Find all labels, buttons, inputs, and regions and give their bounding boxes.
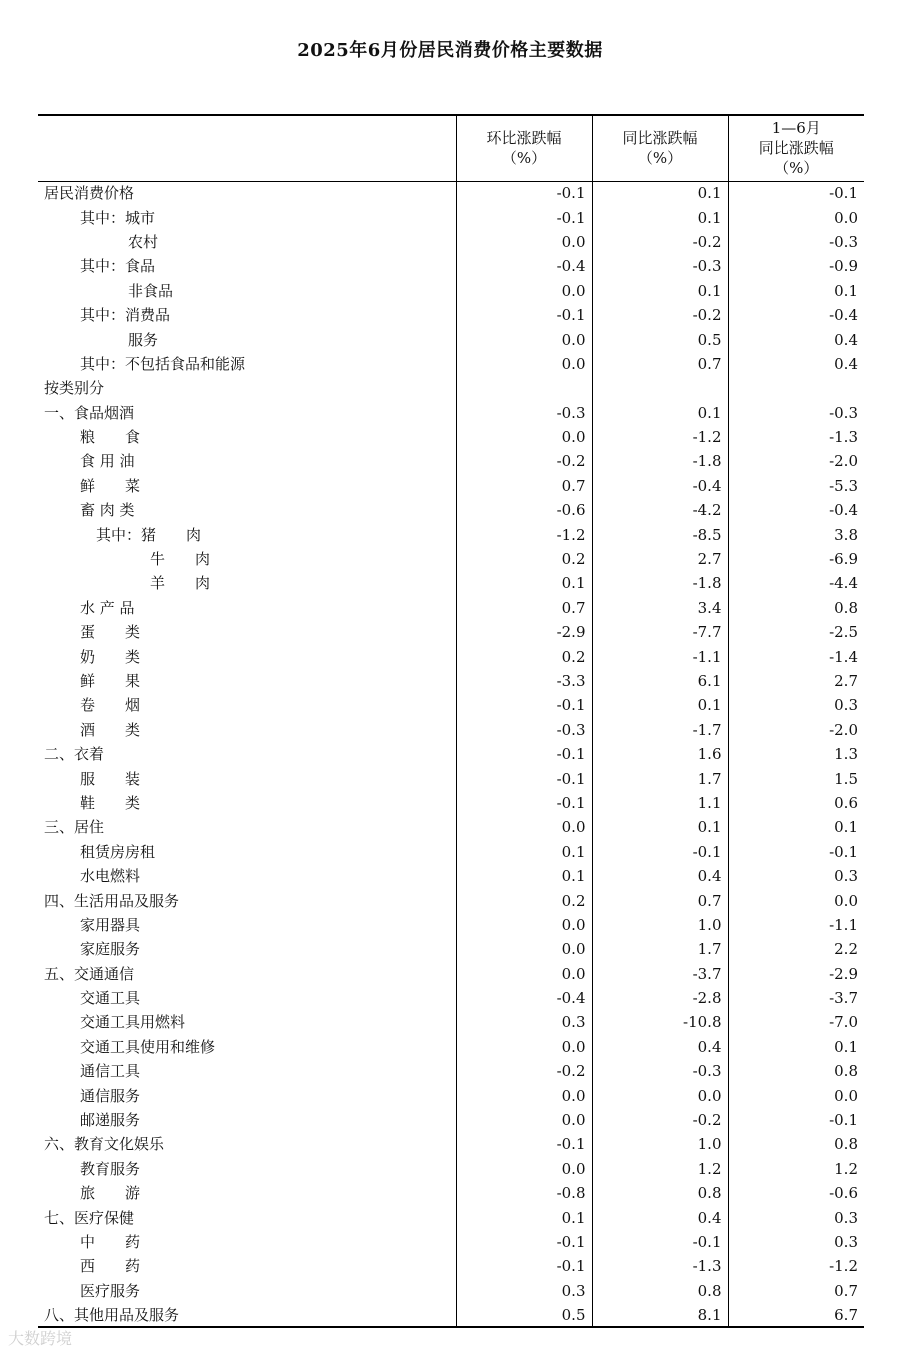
table-row	[38, 1181, 864, 1205]
mom-value: -0.4	[456, 254, 592, 278]
ytd-value: 1.3	[728, 742, 864, 766]
mom-value: 0.0	[456, 279, 592, 303]
table-row	[38, 718, 864, 742]
mom-value	[456, 376, 592, 400]
ytd-value: -0.4	[728, 498, 864, 522]
header-ytd	[728, 115, 864, 181]
row-label-cell	[38, 644, 456, 668]
header-yoy-unit: （%）	[637, 149, 683, 168]
row-label: 七、医疗保健	[44, 1208, 135, 1227]
ytd-value: -0.9	[728, 254, 864, 278]
row-label-cell	[38, 937, 456, 961]
ytd-value: -1.4	[728, 644, 864, 668]
yoy-value: 0.4	[592, 1205, 728, 1229]
yoy-value: -0.1	[592, 1230, 728, 1254]
row-label: 畜 肉 类	[80, 501, 135, 520]
table-row	[38, 1230, 864, 1254]
ytd-value: 0.1	[728, 279, 864, 303]
table-row	[38, 1132, 864, 1156]
mom-value: 0.2	[456, 547, 592, 571]
row-label-cell	[38, 986, 456, 1010]
ytd-value: -2.0	[728, 449, 864, 473]
yoy-value: 6.1	[592, 669, 728, 693]
cpi-table-container	[38, 114, 864, 1328]
yoy-value: -2.8	[592, 986, 728, 1010]
yoy-value: -0.2	[592, 1108, 728, 1132]
mom-value: -0.1	[456, 766, 592, 790]
ytd-value: 0.0	[728, 1083, 864, 1107]
table-row	[38, 864, 864, 888]
ytd-value: -0.3	[728, 401, 864, 425]
table-row	[38, 913, 864, 937]
row-label-cell	[38, 401, 456, 425]
mom-value: 0.1	[456, 571, 592, 595]
mom-value: 0.5	[456, 1303, 592, 1327]
row-label: 居民消费价格	[44, 184, 135, 203]
ytd-value: -5.3	[728, 474, 864, 498]
row-label: 鲜 果	[80, 672, 141, 690]
row-label-cell	[38, 1181, 456, 1205]
yoy-value: -1.8	[592, 571, 728, 595]
table-row	[38, 1108, 864, 1132]
row-label-cell	[38, 279, 456, 303]
watermark-logo: 大数跨境	[8, 1329, 73, 1348]
table-row	[38, 303, 864, 327]
ytd-value: 0.8	[728, 1059, 864, 1083]
row-label: 中 药	[80, 1232, 141, 1251]
row-label-cell	[38, 474, 456, 498]
row-label-cell	[38, 1279, 456, 1303]
table-row	[38, 327, 864, 351]
table-row	[38, 1059, 864, 1083]
row-label: 其中：食品	[80, 257, 156, 276]
table-row	[38, 1010, 864, 1034]
row-label: 家用器具	[80, 915, 141, 934]
table-row	[38, 1279, 864, 1303]
table-row	[38, 1157, 864, 1181]
yoy-value: 1.7	[592, 937, 728, 961]
row-label: 牛 肉	[150, 550, 211, 569]
mom-value: 0.0	[456, 327, 592, 351]
row-label: 卷 烟	[80, 696, 141, 715]
table-row	[38, 644, 864, 668]
row-label-cell	[38, 791, 456, 815]
row-label-cell	[38, 303, 456, 327]
mom-value: -0.1	[456, 1132, 592, 1156]
ytd-value: 1.5	[728, 766, 864, 790]
header-mom-unit: （%）	[501, 149, 547, 168]
yoy-value: 0.8	[592, 1279, 728, 1303]
header-mom-label: 环比涨跌幅	[486, 129, 562, 148]
mom-value: -0.1	[456, 742, 592, 766]
row-label-cell	[38, 620, 456, 644]
yoy-value: 0.1	[592, 279, 728, 303]
mom-value: 0.0	[456, 937, 592, 961]
row-label: 交通工具使用和维修	[80, 1037, 216, 1056]
header-ytd-unit: （%）	[774, 159, 819, 178]
row-label-cell	[38, 596, 456, 620]
row-label-cell	[38, 1157, 456, 1181]
row-label: 鞋 类	[80, 793, 141, 812]
table-row	[38, 279, 864, 303]
row-label: 三、居住	[44, 818, 105, 837]
ytd-value: 6.7	[728, 1303, 864, 1327]
yoy-value	[592, 376, 728, 400]
mom-value: -0.6	[456, 498, 592, 522]
table-row	[38, 547, 864, 571]
row-label-cell	[38, 1303, 456, 1327]
yoy-value: -10.8	[592, 1010, 728, 1034]
row-label: 其中：猪 肉	[96, 525, 202, 544]
mom-value: -0.2	[456, 1059, 592, 1083]
mom-value: -0.1	[456, 303, 592, 327]
mom-value: 0.7	[456, 596, 592, 620]
row-label-cell	[38, 327, 456, 351]
row-label: 水 产 品	[80, 598, 135, 617]
yoy-value: -1.7	[592, 718, 728, 742]
table-row	[38, 254, 864, 278]
ytd-value: -0.1	[728, 840, 864, 864]
table-row	[38, 1205, 864, 1229]
mom-value: -0.1	[456, 1230, 592, 1254]
row-label: 二、衣着	[44, 745, 105, 764]
yoy-value: -3.7	[592, 962, 728, 986]
table-row	[38, 962, 864, 986]
table-row	[38, 669, 864, 693]
table-row	[38, 449, 864, 473]
ytd-value: 0.3	[728, 1205, 864, 1229]
row-label-cell	[38, 449, 456, 473]
ytd-value: 0.6	[728, 791, 864, 815]
mom-value: -0.3	[456, 718, 592, 742]
mom-value: -0.1	[456, 1254, 592, 1278]
row-label: 鲜 菜	[80, 476, 141, 495]
yoy-value: 1.1	[592, 791, 728, 815]
mom-value: -0.4	[456, 986, 592, 1010]
ytd-value: -2.5	[728, 620, 864, 644]
row-label-cell	[38, 840, 456, 864]
table-row	[38, 693, 864, 717]
mom-value: -3.3	[456, 669, 592, 693]
mom-value: 0.0	[456, 913, 592, 937]
row-label: 农村	[128, 232, 159, 251]
table-row	[38, 1035, 864, 1059]
mom-value: -0.1	[456, 693, 592, 717]
table-row	[38, 181, 864, 205]
row-label: 服务	[128, 330, 159, 349]
row-label-cell	[38, 1010, 456, 1034]
table-header-row	[38, 115, 864, 181]
yoy-value: 8.1	[592, 1303, 728, 1327]
row-label: 粮 食	[80, 428, 141, 447]
yoy-value: -0.3	[592, 254, 728, 278]
row-label: 蛋 类	[80, 623, 141, 642]
mom-value: 0.7	[456, 474, 592, 498]
row-label-cell	[38, 1132, 456, 1156]
ytd-value: 2.2	[728, 937, 864, 961]
ytd-value	[728, 376, 864, 400]
table-row	[38, 401, 864, 425]
header-yoy	[592, 115, 728, 181]
row-label-cell	[38, 547, 456, 571]
ytd-value: 0.3	[728, 693, 864, 717]
ytd-value: -3.7	[728, 986, 864, 1010]
row-label-cell	[38, 1230, 456, 1254]
mom-value: -0.8	[456, 1181, 592, 1205]
row-label-cell	[38, 352, 456, 376]
ytd-value: -2.0	[728, 718, 864, 742]
ytd-value: 0.4	[728, 327, 864, 351]
table-row	[38, 1254, 864, 1278]
ytd-value: 0.8	[728, 1132, 864, 1156]
table-row	[38, 376, 864, 400]
yoy-value: -8.5	[592, 522, 728, 546]
mom-value: 0.0	[456, 230, 592, 254]
mom-value: 0.0	[456, 815, 592, 839]
ytd-value: 1.2	[728, 1157, 864, 1181]
table-row	[38, 1083, 864, 1107]
ytd-value: -4.4	[728, 571, 864, 595]
yoy-value: -4.2	[592, 498, 728, 522]
mom-value: 0.1	[456, 840, 592, 864]
cpi-table	[38, 114, 864, 1328]
yoy-value: 1.7	[592, 766, 728, 790]
row-label: 家庭服务	[80, 940, 141, 959]
row-label: 非食品	[128, 281, 174, 300]
table-row	[38, 888, 864, 912]
ytd-value: 0.0	[728, 888, 864, 912]
yoy-value: 0.5	[592, 327, 728, 351]
table-row	[38, 474, 864, 498]
page-title: 2025年6月份居民消费价格主要数据	[297, 40, 603, 61]
table-row	[38, 425, 864, 449]
mom-value: -1.2	[456, 522, 592, 546]
row-label-cell	[38, 693, 456, 717]
row-label: 五、交通通信	[44, 964, 135, 983]
row-label-cell	[38, 571, 456, 595]
row-label: 水电燃料	[80, 867, 141, 886]
yoy-value: 1.0	[592, 1132, 728, 1156]
ytd-value: -0.1	[728, 1108, 864, 1132]
table-row	[38, 815, 864, 839]
row-label: 服 装	[80, 769, 141, 788]
table-row	[38, 620, 864, 644]
table-row	[38, 766, 864, 790]
yoy-value: 1.2	[592, 1157, 728, 1181]
ytd-value: -0.1	[728, 181, 864, 205]
header-ytd-period: 1—6月	[771, 119, 821, 138]
table-row	[38, 1303, 864, 1327]
yoy-value: 0.0	[592, 1083, 728, 1107]
yoy-value: -1.8	[592, 449, 728, 473]
table-row	[38, 205, 864, 229]
row-label-cell	[38, 205, 456, 229]
yoy-value: -0.2	[592, 230, 728, 254]
table-row	[38, 986, 864, 1010]
yoy-value: 1.6	[592, 742, 728, 766]
ytd-value: -1.3	[728, 425, 864, 449]
yoy-value: 1.0	[592, 913, 728, 937]
row-label: 六、教育文化娱乐	[44, 1135, 165, 1154]
ytd-value: -0.4	[728, 303, 864, 327]
row-label: 交通工具用燃料	[80, 1013, 186, 1032]
row-label: 邮递服务	[80, 1111, 141, 1130]
yoy-value: 0.1	[592, 815, 728, 839]
row-label: 其中：消费品	[80, 306, 171, 325]
row-label: 食 用 油	[80, 452, 135, 471]
row-label-cell	[38, 522, 456, 546]
row-label-cell	[38, 766, 456, 790]
row-label-cell	[38, 1083, 456, 1107]
mom-value: 0.2	[456, 888, 592, 912]
table-row	[38, 498, 864, 522]
ytd-value: -0.3	[728, 230, 864, 254]
yoy-value: -1.3	[592, 1254, 728, 1278]
mom-value: 0.0	[456, 1035, 592, 1059]
yoy-value: 0.1	[592, 181, 728, 205]
row-label: 按类别分	[44, 379, 105, 398]
row-label-cell	[38, 962, 456, 986]
ytd-value: 0.8	[728, 596, 864, 620]
table-row	[38, 840, 864, 864]
row-label-cell	[38, 669, 456, 693]
table-row	[38, 791, 864, 815]
header-ytd-label: 同比涨跌幅	[758, 139, 834, 158]
ytd-value: 2.7	[728, 669, 864, 693]
yoy-value: 0.7	[592, 352, 728, 376]
yoy-value: -0.2	[592, 303, 728, 327]
row-label-cell	[38, 1254, 456, 1278]
row-label-cell	[38, 181, 456, 205]
row-label: 租赁房房租	[80, 842, 156, 861]
ytd-value: 0.3	[728, 864, 864, 888]
yoy-value: 0.4	[592, 1035, 728, 1059]
mom-value: 0.0	[456, 425, 592, 449]
row-label: 通信服务	[80, 1086, 141, 1105]
table-row	[38, 742, 864, 766]
yoy-value: 3.4	[592, 596, 728, 620]
yoy-value: -1.1	[592, 644, 728, 668]
ytd-value: 0.4	[728, 352, 864, 376]
row-label-cell	[38, 718, 456, 742]
yoy-value: 0.1	[592, 205, 728, 229]
table-body	[38, 181, 864, 1327]
row-label: 四、生活用品及服务	[44, 891, 180, 910]
row-label-cell	[38, 1205, 456, 1229]
mom-value: 0.0	[456, 1083, 592, 1107]
row-label: 奶 类	[80, 647, 141, 666]
mom-value: 0.1	[456, 864, 592, 888]
row-label: 酒 类	[80, 720, 141, 739]
ytd-value: 3.8	[728, 522, 864, 546]
mom-value: -0.1	[456, 205, 592, 229]
row-label-cell	[38, 376, 456, 400]
row-label-cell	[38, 864, 456, 888]
ytd-value: 0.1	[728, 1035, 864, 1059]
row-label-cell	[38, 230, 456, 254]
yoy-value: -1.2	[592, 425, 728, 449]
mom-value: -0.3	[456, 401, 592, 425]
yoy-value: -7.7	[592, 620, 728, 644]
mom-value: -0.1	[456, 181, 592, 205]
mom-value: 0.3	[456, 1010, 592, 1034]
yoy-value: -0.4	[592, 474, 728, 498]
yoy-value: 0.8	[592, 1181, 728, 1205]
row-label-cell	[38, 1059, 456, 1083]
row-label-cell	[38, 888, 456, 912]
ytd-value: 0.7	[728, 1279, 864, 1303]
row-label: 八、其他用品及服务	[44, 1305, 180, 1324]
yoy-value: 0.7	[592, 888, 728, 912]
ytd-value: 0.0	[728, 205, 864, 229]
mom-value: 0.0	[456, 1108, 592, 1132]
yoy-value: -0.1	[592, 840, 728, 864]
mom-value: -0.2	[456, 449, 592, 473]
table-row	[38, 937, 864, 961]
row-label-cell	[38, 498, 456, 522]
yoy-value: 0.4	[592, 864, 728, 888]
row-label: 通信工具	[80, 1062, 141, 1081]
table-row	[38, 230, 864, 254]
row-label: 旅 游	[80, 1184, 141, 1203]
row-label: 其中：城市	[80, 208, 156, 227]
mom-value: 0.0	[456, 962, 592, 986]
table-row	[38, 571, 864, 595]
mom-value: 0.0	[456, 1157, 592, 1181]
ytd-value: -1.2	[728, 1254, 864, 1278]
yoy-value: -0.3	[592, 1059, 728, 1083]
row-label: 羊 肉	[150, 574, 211, 593]
row-label-cell	[38, 815, 456, 839]
mom-value: -0.1	[456, 791, 592, 815]
mom-value: 0.0	[456, 352, 592, 376]
row-label-cell	[38, 1035, 456, 1059]
header-mom	[456, 115, 592, 181]
row-label-cell	[38, 913, 456, 937]
yoy-value: 2.7	[592, 547, 728, 571]
row-label-cell	[38, 425, 456, 449]
yoy-value: 0.1	[592, 693, 728, 717]
mom-value: 0.3	[456, 1279, 592, 1303]
row-label-cell	[38, 1108, 456, 1132]
row-label: 西 药	[80, 1257, 141, 1276]
mom-value: -2.9	[456, 620, 592, 644]
ytd-value: 0.1	[728, 815, 864, 839]
table-row	[38, 352, 864, 376]
ytd-value: -0.6	[728, 1181, 864, 1205]
ytd-value: -6.9	[728, 547, 864, 571]
table-row	[38, 522, 864, 546]
yoy-value: 0.1	[592, 401, 728, 425]
row-label: 一、食品烟酒	[44, 403, 135, 422]
ytd-value: -7.0	[728, 1010, 864, 1034]
table-row	[38, 596, 864, 620]
header-yoy-label: 同比涨跌幅	[622, 129, 698, 148]
ytd-value: -2.9	[728, 962, 864, 986]
ytd-value: 0.3	[728, 1230, 864, 1254]
mom-value: 0.1	[456, 1205, 592, 1229]
row-label: 交通工具	[80, 989, 141, 1008]
row-label: 教育服务	[80, 1159, 141, 1178]
row-label: 医疗服务	[80, 1281, 141, 1300]
row-label-cell	[38, 254, 456, 278]
mom-value: 0.2	[456, 644, 592, 668]
ytd-value: -1.1	[728, 913, 864, 937]
row-label-cell	[38, 742, 456, 766]
row-label: 其中：不包括食品和能源	[80, 354, 246, 373]
header-item-column	[38, 115, 456, 181]
